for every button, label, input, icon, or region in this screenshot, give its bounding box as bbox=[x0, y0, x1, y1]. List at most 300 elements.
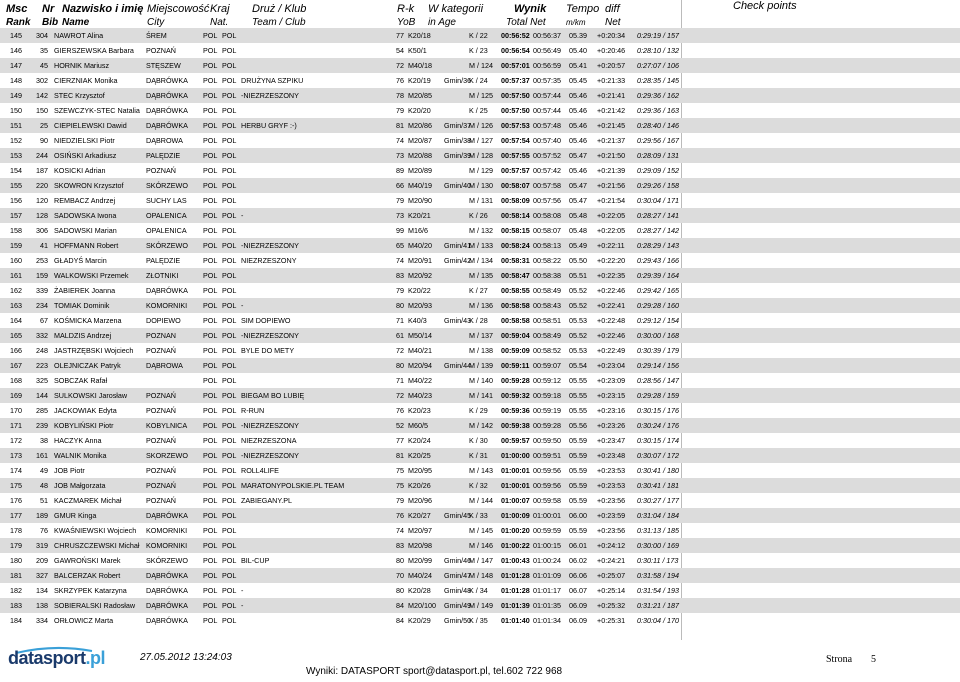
table-row bbox=[0, 88, 960, 103]
cell-team: SIM DOPIEWO bbox=[241, 316, 291, 325]
cell-cp: 0:29:12 / 154 bbox=[637, 316, 679, 325]
cell-total: 00:57:37 bbox=[501, 76, 530, 85]
cell-tempo: 05.53 bbox=[569, 316, 587, 325]
cell-msc: 146 bbox=[10, 46, 22, 55]
cell-name: NIEDZIELSKI Piotr bbox=[54, 136, 115, 145]
cell-kat: M20/87 bbox=[408, 136, 432, 145]
cell-gmin: Gmin/40 bbox=[444, 181, 472, 190]
cell-msc: 154 bbox=[10, 166, 22, 175]
cell-kraj: POL bbox=[203, 511, 218, 520]
page-footer bbox=[0, 640, 960, 682]
cell-name: HORNIK Mariusz bbox=[54, 61, 110, 70]
cell-nr: 161 bbox=[36, 451, 48, 460]
table-row bbox=[0, 133, 960, 148]
cell-nat: POL bbox=[222, 256, 237, 265]
cell-inage: M / 142 bbox=[469, 421, 493, 430]
cell-nat: POL bbox=[222, 481, 237, 490]
cell-nat: POL bbox=[222, 496, 237, 505]
cell-cp: 0:29:36 / 162 bbox=[637, 91, 679, 100]
cell-kraj: POL bbox=[203, 421, 218, 430]
cell-team: - bbox=[241, 301, 244, 310]
header-name: Name bbox=[62, 17, 90, 28]
cell-msc: 163 bbox=[10, 301, 22, 310]
cell-nat: POL bbox=[222, 316, 237, 325]
cell-tempo: 05.59 bbox=[569, 496, 587, 505]
cell-tempo: 05.49 bbox=[569, 241, 587, 250]
cell-inage: M / 128 bbox=[469, 151, 493, 160]
cell-diff: +0:23:16 bbox=[597, 406, 626, 415]
cell-nat: POL bbox=[222, 211, 237, 220]
cell-tempo: 05.46 bbox=[569, 166, 587, 175]
cell-kat: M40/23 bbox=[408, 391, 432, 400]
cell-kraj: POL bbox=[203, 256, 218, 265]
cell-net: 00:57:42 bbox=[533, 166, 561, 175]
cell-msc: 166 bbox=[10, 346, 22, 355]
cell-diff: +0:21:39 bbox=[597, 166, 626, 175]
cell-inage: M / 139 bbox=[469, 361, 493, 370]
cell-net: 00:57:44 bbox=[533, 91, 561, 100]
header-net: Net bbox=[605, 17, 621, 28]
cell-nat: POL bbox=[222, 91, 237, 100]
cell-gmin: Gmin/36 bbox=[444, 76, 472, 85]
cell-yob: 79 bbox=[396, 496, 404, 505]
table-row bbox=[0, 373, 960, 388]
cell-kat: M50/14 bbox=[408, 331, 432, 340]
cell-nr: 41 bbox=[40, 241, 48, 250]
cell-nr: 189 bbox=[36, 511, 48, 520]
cell-inage: K / 28 bbox=[469, 316, 488, 325]
cell-diff: +0:22:35 bbox=[597, 271, 626, 280]
cell-cp: 0:31:21 / 187 bbox=[637, 601, 679, 610]
cell-inage: M / 125 bbox=[469, 91, 493, 100]
cell-tempo: 05.40 bbox=[569, 46, 587, 55]
table-row bbox=[0, 433, 960, 448]
cell-tempo: 05.46 bbox=[569, 106, 587, 115]
cell-nat: POL bbox=[222, 421, 237, 430]
cell-kat: K20/27 bbox=[408, 511, 431, 520]
cell-nat: POL bbox=[222, 46, 237, 55]
cell-diff: +0:23:09 bbox=[597, 376, 626, 385]
cell-net: 00:57:35 bbox=[533, 76, 561, 85]
cell-net: 00:59:56 bbox=[533, 466, 561, 475]
cell-net: 00:58:52 bbox=[533, 346, 561, 355]
cell-kraj: POL bbox=[203, 541, 218, 550]
cell-team: -NIEZRZESZONY bbox=[241, 241, 299, 250]
cell-inage: M / 148 bbox=[469, 571, 493, 580]
table-row bbox=[0, 328, 960, 343]
cell-team: HERBU GRYF :-) bbox=[241, 121, 297, 130]
cell-team: ZABIEGANY.PL bbox=[241, 496, 292, 505]
cell-net: 00:57:52 bbox=[533, 151, 561, 160]
cell-kraj: POL bbox=[203, 451, 218, 460]
cell-net: 00:58:13 bbox=[533, 241, 561, 250]
cell-net: 00:57:40 bbox=[533, 136, 561, 145]
cell-name: SOBIERALSKI Radosław bbox=[54, 601, 136, 610]
cell-name: KOŚMICKA Marzena bbox=[54, 316, 122, 325]
cell-cp: 0:30:15 / 176 bbox=[637, 406, 679, 415]
cell-kraj: POL bbox=[203, 271, 218, 280]
cell-gmin: Gmin/38 bbox=[444, 136, 472, 145]
cell-tempo: 06.09 bbox=[569, 616, 587, 625]
cell-kat: M60/5 bbox=[408, 421, 428, 430]
cell-tempo: 05.59 bbox=[569, 526, 587, 535]
cell-inage: M / 134 bbox=[469, 256, 493, 265]
cell-total: 00:58:31 bbox=[501, 256, 530, 265]
cell-diff: +0:22:20 bbox=[597, 256, 626, 265]
cell-name: NAWROT Alina bbox=[54, 31, 104, 40]
cell-total: 00:57:55 bbox=[501, 151, 530, 160]
cell-yob: 72 bbox=[396, 61, 404, 70]
cell-msc: 179 bbox=[10, 541, 22, 550]
cell-name: WALKOWSKI Przemek bbox=[54, 271, 129, 280]
cell-kat: M20/90 bbox=[408, 196, 432, 205]
cell-city: POZNAŃ bbox=[146, 481, 176, 490]
cell-msc: 175 bbox=[10, 481, 22, 490]
cell-net: 00:58:38 bbox=[533, 271, 561, 280]
cell-city: PALĘDZIE bbox=[146, 151, 181, 160]
cell-nr: 150 bbox=[36, 106, 48, 115]
cell-kat: K20/29 bbox=[408, 616, 431, 625]
cell-yob: 99 bbox=[396, 226, 404, 235]
cell-nat: POL bbox=[222, 586, 237, 595]
cell-name: CIERZNIAK Monika bbox=[54, 76, 118, 85]
cell-diff: +0:20:34 bbox=[597, 31, 626, 40]
cell-cp: 0:30:00 / 168 bbox=[637, 331, 679, 340]
header-bib: Bib bbox=[42, 17, 59, 28]
header-kraj: Kraj bbox=[210, 3, 230, 15]
page-number: 5 bbox=[871, 654, 876, 665]
header-check-points: Check points bbox=[733, 0, 797, 12]
cell-total: 00:56:54 bbox=[501, 46, 530, 55]
cell-inage: K / 31 bbox=[469, 451, 488, 460]
cell-cp: 0:28:29 / 143 bbox=[637, 241, 679, 250]
cell-team: R-RUN bbox=[241, 406, 265, 415]
cell-city: DĄBRÓWKA bbox=[146, 616, 188, 625]
cell-inage: K / 25 bbox=[469, 106, 488, 115]
cell-team: -NIEZRZESZONY bbox=[241, 91, 299, 100]
cell-diff: +0:23:15 bbox=[597, 391, 626, 400]
cell-net: 00:58:49 bbox=[533, 286, 561, 295]
cell-nat: POL bbox=[222, 196, 237, 205]
cell-gmin: Gmin/39 bbox=[444, 151, 472, 160]
cell-kraj: POL bbox=[203, 481, 218, 490]
cell-tempo: 05.59 bbox=[569, 481, 587, 490]
cell-net: 00:56:49 bbox=[533, 46, 561, 55]
cell-name: CHRUSZCZEWSKI Michał bbox=[54, 541, 140, 550]
cell-nat: POL bbox=[222, 331, 237, 340]
table-row bbox=[0, 283, 960, 298]
cell-team: -NIEZRZESZONY bbox=[241, 331, 299, 340]
cell-kraj: POL bbox=[203, 346, 218, 355]
cell-cp: 0:31:58 / 194 bbox=[637, 571, 679, 580]
cell-nat: POL bbox=[222, 76, 237, 85]
cell-cp: 0:29:14 / 156 bbox=[637, 361, 679, 370]
cell-yob: 73 bbox=[396, 151, 404, 160]
cell-gmin: Gmin/42 bbox=[444, 256, 472, 265]
cell-yob: 71 bbox=[396, 376, 404, 385]
cell-cp: 0:28:27 / 141 bbox=[637, 211, 679, 220]
cell-total: 00:58:07 bbox=[501, 181, 530, 190]
cell-nr: 244 bbox=[36, 151, 48, 160]
cell-kat: M20/98 bbox=[408, 541, 432, 550]
cell-msc: 155 bbox=[10, 181, 22, 190]
cell-total: 00:59:04 bbox=[501, 331, 530, 340]
cell-tempo: 05.39 bbox=[569, 31, 587, 40]
cell-tempo: 05.46 bbox=[569, 121, 587, 130]
cell-diff: +0:21:50 bbox=[597, 151, 626, 160]
cell-city: POZNAŃ bbox=[146, 436, 176, 445]
page-label: Strona bbox=[826, 654, 853, 665]
cell-city: SKÓRZEWO bbox=[146, 241, 188, 250]
cell-total: 01:00:22 bbox=[501, 541, 530, 550]
cell-net: 00:59:28 bbox=[533, 421, 561, 430]
cell-msc: 183 bbox=[10, 601, 22, 610]
cell-name: GAWROŃSKI Marek bbox=[54, 556, 121, 565]
cell-msc: 174 bbox=[10, 466, 22, 475]
cell-cp: 0:29:42 / 165 bbox=[637, 286, 679, 295]
cell-tempo: 05.52 bbox=[569, 331, 587, 340]
cell-nat: POL bbox=[222, 241, 237, 250]
cell-cp: 0:29:26 / 158 bbox=[637, 181, 679, 190]
cell-net: 00:59:51 bbox=[533, 451, 561, 460]
cell-nat: POL bbox=[222, 286, 237, 295]
cell-nr: 159 bbox=[36, 271, 48, 280]
cell-yob: 80 bbox=[396, 586, 404, 595]
cell-inage: M / 149 bbox=[469, 601, 493, 610]
cell-kraj: POL bbox=[203, 91, 218, 100]
cell-kraj: POL bbox=[203, 616, 218, 625]
cell-msc: 150 bbox=[10, 106, 22, 115]
cell-yob: 89 bbox=[396, 166, 404, 175]
table-row bbox=[0, 343, 960, 358]
cell-net: 01:01:17 bbox=[533, 586, 561, 595]
cell-kraj: POL bbox=[203, 211, 218, 220]
cell-msc: 168 bbox=[10, 376, 22, 385]
cell-cp: 0:28:35 / 145 bbox=[637, 76, 679, 85]
cell-msc: 182 bbox=[10, 586, 22, 595]
table-row bbox=[0, 538, 960, 553]
cell-kraj: POL bbox=[203, 121, 218, 130]
cell-total: 00:58:09 bbox=[501, 196, 530, 205]
cell-nr: 142 bbox=[36, 91, 48, 100]
cell-city: DĄBRÓWKA bbox=[146, 286, 188, 295]
cell-city: SKORZEWO bbox=[146, 451, 188, 460]
cell-kat: K20/19 bbox=[408, 76, 431, 85]
cell-diff: +0:21:56 bbox=[597, 181, 626, 190]
cell-team: DRUŻYNA SZPIKU bbox=[241, 76, 304, 85]
cell-nr: 51 bbox=[40, 496, 48, 505]
table-row bbox=[0, 253, 960, 268]
cell-inage: K / 26 bbox=[469, 211, 488, 220]
cell-net: 00:59:07 bbox=[533, 361, 561, 370]
cell-nr: 306 bbox=[36, 226, 48, 235]
cell-inage: M / 129 bbox=[469, 166, 493, 175]
results-table bbox=[0, 28, 960, 628]
cell-kraj: POL bbox=[203, 301, 218, 310]
table-row bbox=[0, 403, 960, 418]
cell-yob: 52 bbox=[396, 421, 404, 430]
cell-city: DĄBRÓWKA bbox=[146, 106, 188, 115]
cell-inage: K / 33 bbox=[469, 511, 488, 520]
cell-city: DĄBRÓWKA bbox=[146, 76, 188, 85]
cell-nr: 128 bbox=[36, 211, 48, 220]
cell-nr: 339 bbox=[36, 286, 48, 295]
cell-inage: K / 22 bbox=[469, 31, 488, 40]
cell-cp: 0:29:19 / 157 bbox=[637, 31, 679, 40]
cell-cp: 0:29:36 / 163 bbox=[637, 106, 679, 115]
cell-kat: M20/92 bbox=[408, 271, 432, 280]
cell-yob: 76 bbox=[396, 511, 404, 520]
cell-diff: +0:21:54 bbox=[597, 196, 626, 205]
cell-city: POZNAŃ bbox=[146, 391, 176, 400]
header-rank: Rank bbox=[6, 17, 31, 28]
cell-nr: 90 bbox=[40, 136, 48, 145]
cell-diff: +0:23:53 bbox=[597, 466, 626, 475]
cell-team: - bbox=[241, 601, 244, 610]
cell-net: 01:01:35 bbox=[533, 601, 561, 610]
cell-msc: 180 bbox=[10, 556, 22, 565]
cell-yob: 76 bbox=[396, 76, 404, 85]
cell-cp: 0:29:39 / 164 bbox=[637, 271, 679, 280]
header-mkm: m/km bbox=[566, 18, 586, 27]
cell-team: - bbox=[241, 211, 244, 220]
cell-kat: M16/6 bbox=[408, 226, 428, 235]
cell-gmin: Gmin/46 bbox=[444, 556, 472, 565]
cell-name: BALCERZAK Robert bbox=[54, 571, 121, 580]
cell-cp: 0:28:56 / 147 bbox=[637, 376, 679, 385]
cell-city: POZNAŃ bbox=[146, 166, 176, 175]
cell-yob: 72 bbox=[396, 391, 404, 400]
cell-city: POZNAŃ bbox=[146, 466, 176, 475]
cell-inage: M / 147 bbox=[469, 556, 493, 565]
cell-city: POZNAŃ bbox=[146, 46, 176, 55]
cell-gmin: Gmin/50 bbox=[444, 616, 472, 625]
cell-net: 01:00:01 bbox=[533, 511, 561, 520]
header-nat: Nat. bbox=[210, 17, 229, 28]
cell-nr: 239 bbox=[36, 421, 48, 430]
cell-nat: POL bbox=[222, 346, 237, 355]
cell-msc: 161 bbox=[10, 271, 22, 280]
cell-nr: 67 bbox=[40, 316, 48, 325]
cell-yob: 74 bbox=[396, 526, 404, 535]
cell-kat: M20/86 bbox=[408, 121, 432, 130]
table-row bbox=[0, 358, 960, 373]
cell-net: 00:58:08 bbox=[533, 211, 561, 220]
cell-inage: M / 145 bbox=[469, 526, 493, 535]
cell-nat: POL bbox=[222, 271, 237, 280]
cell-city: STĘSZEW bbox=[146, 61, 181, 70]
cell-kraj: POL bbox=[203, 571, 218, 580]
cell-nat: POL bbox=[222, 61, 237, 70]
cell-diff: +0:22:05 bbox=[597, 211, 626, 220]
cell-msc: 178 bbox=[10, 526, 22, 535]
cell-total: 01:00:00 bbox=[501, 451, 530, 460]
cell-total: 00:59:28 bbox=[501, 376, 530, 385]
cell-kat: K20/22 bbox=[408, 286, 431, 295]
cell-diff: +0:22:48 bbox=[597, 316, 626, 325]
cell-city: KOBYLNICA bbox=[146, 421, 188, 430]
cell-city: ŚREM bbox=[146, 31, 167, 40]
cell-inage: M / 137 bbox=[469, 331, 493, 340]
table-row bbox=[0, 163, 960, 178]
cell-kat: M20/88 bbox=[408, 151, 432, 160]
cell-net: 01:00:15 bbox=[533, 541, 561, 550]
table-row bbox=[0, 73, 960, 88]
logo-text: datasport bbox=[8, 648, 86, 668]
cell-nr: 285 bbox=[36, 406, 48, 415]
table-row bbox=[0, 118, 960, 133]
cell-total: 00:59:11 bbox=[501, 361, 530, 370]
cell-net: 01:01:34 bbox=[533, 616, 561, 625]
cell-kraj: POL bbox=[203, 526, 218, 535]
header-miejscowosc: Miejscowość bbox=[147, 3, 210, 15]
cell-msc: 160 bbox=[10, 256, 22, 265]
cell-net: 00:59:56 bbox=[533, 481, 561, 490]
cell-msc: 171 bbox=[10, 421, 22, 430]
cell-msc: 169 bbox=[10, 391, 22, 400]
cell-net: 00:57:58 bbox=[533, 181, 561, 190]
cell-total: 01:01:28 bbox=[501, 571, 530, 580]
datasport-logo bbox=[8, 648, 105, 669]
cell-kraj: POL bbox=[203, 106, 218, 115]
cell-tempo: 06.00 bbox=[569, 511, 587, 520]
cell-msc: 165 bbox=[10, 331, 22, 340]
cell-diff: +0:22:11 bbox=[597, 241, 625, 250]
cell-diff: +0:20:46 bbox=[597, 46, 626, 55]
table-row bbox=[0, 58, 960, 73]
logo-tld: .pl bbox=[85, 648, 106, 668]
cell-team: BIL-CUP bbox=[241, 556, 270, 565]
cell-cp: 0:30:04 / 171 bbox=[637, 196, 679, 205]
cell-diff: +0:25:14 bbox=[597, 586, 626, 595]
cell-yob: 84 bbox=[396, 601, 404, 610]
cell-yob: 71 bbox=[396, 316, 404, 325]
cell-inage: M / 135 bbox=[469, 271, 493, 280]
cell-city: DĄBRÓWKA bbox=[146, 511, 188, 520]
cell-nr: 187 bbox=[36, 166, 48, 175]
cell-name: SADOWSKI Marian bbox=[54, 226, 117, 235]
cell-nr: 138 bbox=[36, 601, 48, 610]
cell-name: OSIŃSKI Arkadiusz bbox=[54, 151, 117, 160]
cell-name: SZEWCZYK-STEC Natalia bbox=[54, 106, 140, 115]
cell-cp: 0:31:13 / 185 bbox=[637, 526, 679, 535]
cell-cp: 0:30:27 / 177 bbox=[637, 496, 679, 505]
cell-tempo: 05.51 bbox=[569, 271, 587, 280]
cell-net: 00:59:50 bbox=[533, 436, 561, 445]
cell-nat: POL bbox=[222, 541, 237, 550]
cell-total: 00:58:47 bbox=[501, 271, 530, 280]
cell-tempo: 05.52 bbox=[569, 286, 587, 295]
cell-inage: M / 143 bbox=[469, 466, 493, 475]
cell-diff: +0:21:33 bbox=[597, 76, 626, 85]
cell-yob: 84 bbox=[396, 616, 404, 625]
cell-kraj: POL bbox=[203, 496, 218, 505]
cell-kat: K20/23 bbox=[408, 406, 431, 415]
table-row bbox=[0, 268, 960, 283]
cell-nr: 220 bbox=[36, 181, 48, 190]
cell-nat: POL bbox=[222, 151, 237, 160]
cell-kat: M20/100 bbox=[408, 601, 436, 610]
cell-msc: 149 bbox=[10, 91, 22, 100]
table-row bbox=[0, 613, 960, 628]
cell-net: 01:00:24 bbox=[533, 556, 561, 565]
cell-tempo: 05.48 bbox=[569, 211, 587, 220]
cell-net: 00:59:18 bbox=[533, 391, 561, 400]
cell-msc: 159 bbox=[10, 241, 22, 250]
cell-total: 00:57:53 bbox=[501, 121, 530, 130]
cell-cp: 0:30:00 / 169 bbox=[637, 541, 679, 550]
cell-cp: 0:28:27 / 142 bbox=[637, 226, 679, 235]
